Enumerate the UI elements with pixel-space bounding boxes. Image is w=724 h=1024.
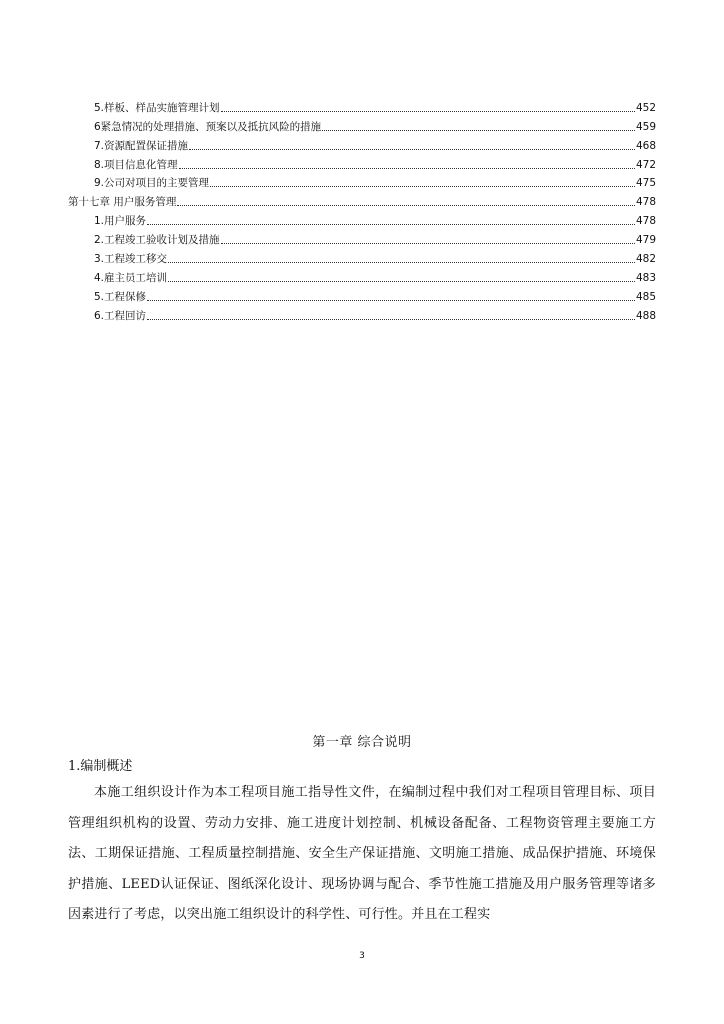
- section-heading: 1.编制概述: [68, 759, 133, 774]
- toc-entry-title: 9.公司对项目的主要管理: [94, 177, 210, 190]
- toc-leader-dots: [179, 168, 635, 169]
- toc-entry[interactable]: [68, 134, 656, 153]
- toc-entry-page: 452: [635, 101, 656, 114]
- toc-leader-dots: [168, 262, 635, 263]
- toc-entry-page: 479: [635, 234, 656, 247]
- toc-entry[interactable]: [68, 247, 656, 266]
- toc-entry-title: 2.工程竣工验收计划及措施: [94, 234, 220, 247]
- toc-entry-title: 4.雇主员工培训: [94, 271, 168, 284]
- toc-entry[interactable]: [68, 172, 656, 191]
- toc-entry-title: 8.项目信息化管理: [94, 158, 178, 171]
- toc-entry[interactable]: [68, 209, 656, 228]
- toc-entry[interactable]: [68, 153, 656, 172]
- toc-leader-dots: [322, 130, 635, 131]
- toc-entry[interactable]: [68, 115, 656, 134]
- toc-entry-page: 488: [635, 309, 656, 322]
- toc-entry-title: 5.工程保修: [94, 290, 147, 303]
- toc-leader-dots: [147, 224, 635, 225]
- page-number: 3: [359, 951, 365, 961]
- toc-entry[interactable]: [68, 304, 656, 323]
- toc-entry-page: 459: [635, 120, 656, 133]
- toc-entry-title: 3.工程竣工移交: [94, 253, 168, 266]
- toc-leader-dots: [221, 111, 635, 112]
- toc-entry[interactable]: [68, 266, 656, 285]
- toc-entry-page: 472: [635, 158, 656, 171]
- toc-entry-page: 483: [635, 271, 656, 284]
- toc-leader-dots: [147, 319, 635, 320]
- toc-entry-page: 478: [635, 215, 656, 228]
- toc-entry-title: 第十七章 用户服务管理: [68, 196, 177, 209]
- toc-leader-dots: [168, 281, 635, 282]
- toc-leader-dots: [210, 186, 635, 187]
- toc-entry-page: 475: [635, 177, 656, 190]
- toc-leader-dots: [147, 300, 635, 301]
- toc-entry-page: 478: [635, 196, 656, 209]
- toc-entry[interactable]: [68, 228, 656, 247]
- toc-entry-title: 6紧急情况的处理措施、预案以及抵抗风险的措施: [94, 120, 322, 133]
- toc-entry-title: 1.用户服务: [94, 215, 147, 228]
- toc-entry-title: 6.工程回访: [94, 309, 147, 322]
- toc-entry[interactable]: [68, 285, 656, 304]
- toc-leader-dots: [221, 243, 635, 244]
- chapter-heading: 第一章 综合说明: [312, 735, 412, 750]
- toc-chapter-entry[interactable]: [68, 190, 656, 209]
- toc-entry-page: 482: [635, 253, 656, 266]
- body-paragraph: 本施工组织设计作为本工程项目施工指导性文件，在编制过程中我们对工程项目管理目标、项目管理组织机构的设置、劳动力安排、施工进度计划控制、机械设备配备、工程物资管理主要施工方法、工期保证措施、工程质量控制措施、安全生产保证措施、文明施工措施、成品保护措施、环境保护措施、LEED认证保证、图纸深化设计、现场协调与配合、季节性施工措施及用户服务管理等诸多因素进行了考虑，以突出施工组织设计的科学性、可行性。并且在工程实: [68, 785, 656, 922]
- toc-leader-dots: [189, 149, 635, 150]
- toc-entry-title: 7.资源配置保证措施: [94, 139, 189, 152]
- toc-entry-page: 485: [635, 290, 656, 303]
- toc-leader-dots: [177, 205, 635, 206]
- toc-entry-page: 468: [635, 139, 656, 152]
- toc-entry-title: 5.样板、样品实施管理计划: [94, 101, 220, 114]
- toc-entry[interactable]: [68, 96, 656, 115]
- table-of-contents: [68, 96, 656, 323]
